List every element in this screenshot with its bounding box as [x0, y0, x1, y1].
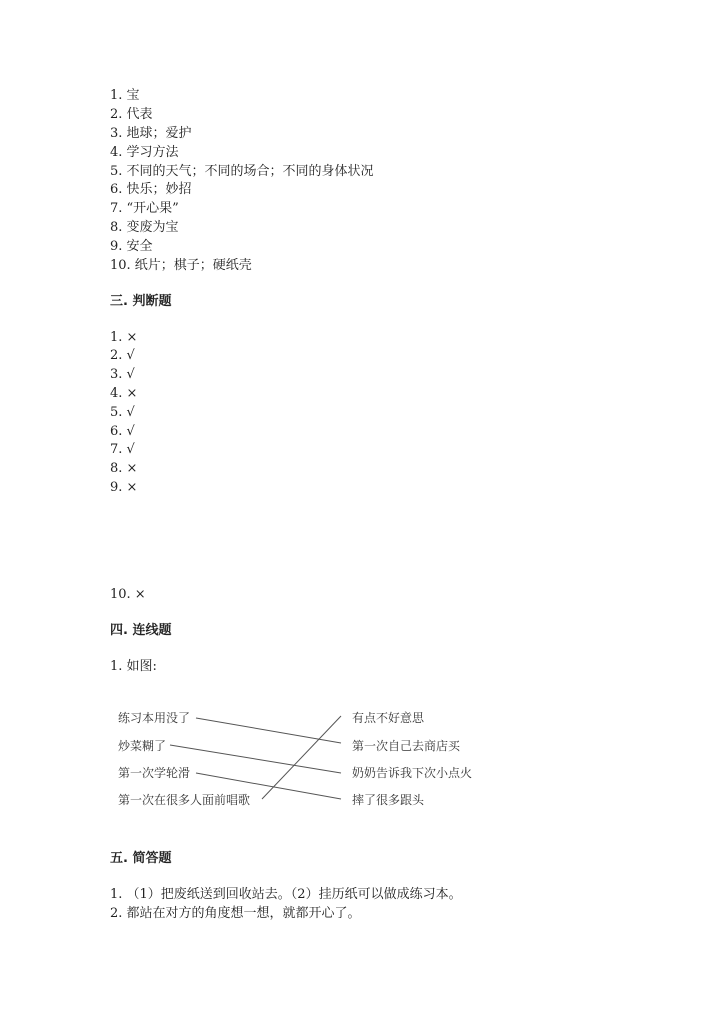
section4-title: 四. 连线题 [110, 623, 172, 638]
right-item-3: 奶奶告诉我下次小点火 [352, 766, 473, 780]
judge-answer-4: 4. × [110, 386, 138, 401]
judge-answer-5: 5. √ [110, 405, 135, 420]
matching-diagram [0, 700, 720, 830]
short-answer-1: 1. （1）把废纸送到回收站去。（2）挂历纸可以做成练习本。 [110, 887, 462, 902]
matching-intro: 1. 如图: [110, 659, 157, 674]
fill-in-answer-1: 1. 宝 [110, 88, 140, 103]
left-item-2: 炒菜糊了 [118, 739, 167, 753]
judge-answer-7: 7. √ [110, 442, 135, 457]
judge-answer-1: 1. × [110, 330, 138, 345]
fill-in-answer-5: 5. 不同的天气；不同的场合；不同的身体状况 [110, 164, 374, 179]
right-item-1: 有点不好意思 [352, 711, 425, 725]
fill-in-answer-4: 4. 学习方法 [110, 145, 179, 160]
left-item-3: 第一次学轮滑 [118, 766, 191, 780]
fill-in-answer-2: 2. 代表 [110, 107, 153, 122]
fill-in-answer-6: 6. 快乐；妙招 [110, 182, 192, 197]
left-item-1: 练习本用没了 [118, 711, 191, 725]
judge-answer-2: 2. √ [110, 348, 135, 363]
match-line-4 [262, 716, 341, 799]
judge-answer-9: 9. × [110, 480, 138, 495]
judge-answer-8: 8. × [110, 461, 138, 476]
match-line-2 [170, 745, 341, 773]
section5-title: 五. 简答题 [110, 851, 172, 866]
judge-answer-3: 3. √ [110, 367, 135, 382]
fill-in-answer-7: 7. “开心果” [110, 201, 179, 216]
right-item-2: 第一次自己去商店买 [352, 739, 461, 753]
judge-answer-10: 10. × [110, 587, 146, 602]
short-answer-2: 2. 都站在对方的角度想一想，就都开心了。 [110, 906, 361, 921]
fill-in-answer-8: 8. 变废为宝 [110, 220, 179, 235]
fill-in-answer-9: 9. 安全 [110, 239, 153, 254]
right-item-4: 摔了很多跟头 [352, 793, 425, 807]
fill-in-answer-10: 10. 纸片；棋子；硬纸壳 [110, 258, 252, 273]
section3-title: 三. 判断题 [110, 294, 172, 309]
left-item-4: 第一次在很多人面前唱歌 [118, 793, 251, 807]
judge-answer-6: 6. √ [110, 424, 135, 439]
fill-in-answer-3: 3. 地球；爱护 [110, 126, 192, 141]
